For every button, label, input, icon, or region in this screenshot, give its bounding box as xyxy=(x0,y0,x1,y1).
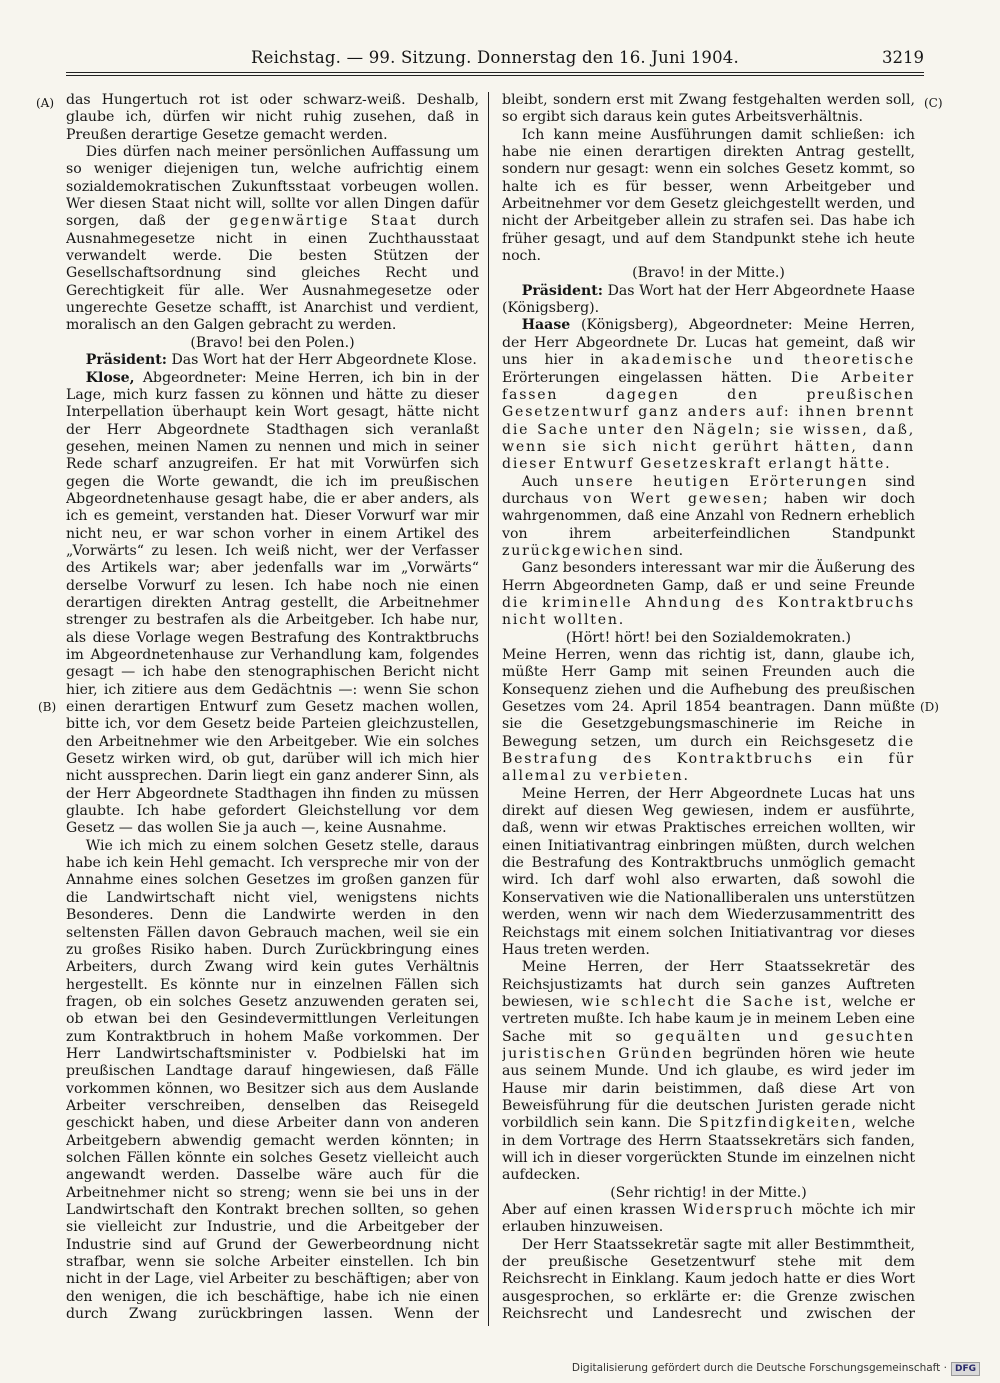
emphasis: unsere heutigen Erörterungen xyxy=(574,473,869,490)
emphasis: die kriminelle Ahndung des Kontraktbruchs nicht wollten. xyxy=(502,594,915,629)
text-run: Das Wort hat der Herr Abgeordnete Klose. xyxy=(171,352,477,369)
text-run: begründen hören wie heute aus seinem Munde. Und ich glaube, es wird jeder im Hause mir darin beistimmen, daß diese Art von Beweisführung für die deutschen Juristen gerade nicht vorbildlich sein kann. Die xyxy=(502,1045,915,1132)
paragraph xyxy=(502,959,915,1184)
speaker-name: Klose, xyxy=(85,369,135,386)
emphasis: die Bestrafung des Kontraktbruchs ein für allemal zu verbieten. xyxy=(502,733,915,785)
speaker-name: Präsident: xyxy=(85,352,167,369)
text-run: sind durchaus xyxy=(502,473,915,507)
text-run: Ganz besonders interessant war mir die Äußerung des Herrn Abgeordneten Gamp, daß er und seine Freunde xyxy=(502,560,915,594)
paragraph: das Hungertuch rot ist oder schwarz-weiß. Deshalb, glaube ich, dürfen wir nicht ruhig zusehen, daß in Preußen derartige Gesetze gemacht werden. xyxy=(66,92,479,143)
speaker-name: Präsident: xyxy=(521,282,603,299)
text-run: Auch xyxy=(521,473,558,490)
text-run: Das Wort hat der Herr Abgeordnete Haase (Königsberg). xyxy=(502,282,915,317)
margin-marker-a: (A) xyxy=(36,96,55,110)
text-run: welche er vertreten mußte. Ich habe kaum je in meinem Leben eine Sache mit so xyxy=(502,993,915,1045)
text-run: Meine Herren, wenn das richtig ist, dann, glaube ich, müßte Herr Gamp mit seinen Freunden auch die Konsequenz ziehen und die Aufhebung des preußischen Gesetzes vom 24. April 1854 beantragen. Dann müßte sie die Gesetzgebungsmaschinerie im Reiche in Bewegung setzen, um durch ein Reichsgesetz xyxy=(502,647,915,750)
emphasis: akademische und theoretische xyxy=(620,352,915,369)
right-column xyxy=(502,92,915,1322)
dfg-logo: DFG xyxy=(951,1362,980,1376)
emphasis: Spitzfindigkeiten, xyxy=(698,1115,858,1132)
margin-marker-b: (B) xyxy=(38,700,57,714)
paragraph xyxy=(502,647,915,786)
emphasis: von Wert gewesen; xyxy=(583,490,770,507)
column-divider xyxy=(488,92,489,1326)
header-rule-bottom xyxy=(66,75,924,76)
paragraph xyxy=(66,144,479,335)
footer-text: Digitalisierung gefördert durch die Deutsche Forschungsgemeinschaft · xyxy=(571,1362,947,1374)
speaker-paragraph xyxy=(66,370,479,838)
page-number: 3219 xyxy=(882,48,924,67)
emphasis: Die Arbeiter fassen dagegen den preußischen Gesetzentwurf ganz anders auf: ihnen brennt die Sache unter den Nägeln; sie wissen, daß, wenn sie sich nicht gerührt hätten, dann dieser Entwurf Gesetzeskraft erlangt hätte. xyxy=(502,369,915,473)
left-column xyxy=(66,92,479,1322)
text-run: Erörterungen eingelassen hätten. xyxy=(502,369,773,386)
text-run: durch Ausnahmegesetze nicht in einen Zuchthausstaat verwandelt werde. Die besten Stützen der Gesellschaftsordnung sind gleiches Recht und Gerechtigkeit für alle. Wer Ausnahmegesetze oder ungerechte Gesetze schafft, ist Anarchist und verdient, moralisch an den Galgen gebracht zu werden. xyxy=(66,213,479,334)
text-run: sind. xyxy=(648,542,684,559)
margin-marker-c: (C) xyxy=(924,96,943,110)
running-header xyxy=(66,48,924,70)
paragraph: Meine Herren, der Herr Abgeordnete Lucas hat uns direkt auf diesen Weg gewiesen, indem er ausführte, daß, wenn wir etwas Praktisches erreichen wollten, wir einen Initiativantrag einbringen müßten, durch welchen die Bestrafung des Kontraktbruchs unmöglich gemacht wird. Ich darf wohl also erwarten, daß sowohl die Konservativen wie die Nationalliberalen uns unterstützen werden, wenn wir nach dem Wiederzusammentritt des Reichstags mit einem solchen Initiativantrag vor dieses Haus treten werden. xyxy=(502,785,915,958)
remark: (Bravo! bei den Polen.) xyxy=(190,334,355,351)
text-run: möchte ich mir erlauben hinzuweisen. xyxy=(502,1202,915,1236)
paragraph xyxy=(502,474,915,561)
speaker-paragraph xyxy=(502,317,915,473)
text-run: Aber auf einen krassen xyxy=(502,1202,676,1218)
header-rule-top xyxy=(66,72,924,73)
paragraph: Der Herr Staatssekretär sagte mit aller Bestimmtheit, der preußische Gesetzentwurf stehe mit dem Reichsrecht in Einklang. Kaum jedoch hatte er dies Wort ausgesprochen, so erklärte er: die Grenze zwischen Reichsrecht und Landesrecht und zwischen der xyxy=(502,1236,915,1322)
text-run: Abgeordneter: Meine Herren, ich bin in der Lage, mich kurz fassen zu können und hätte zu dieser Interpellation überhaupt kein Wort gesagt, hätte nicht der Herr Abgeordnete Stadthagen sich veranlaßt gesehen, meinen Namen zu nennen und mich in seiner Rede scharf anzugreifen. Er hat mit Vorwürfen sich gegen die Worte gewandt, die ich im preußischen Abgeordnetenhause gesagt habe, die er aber anders, als ich es gemeint, verstanden hat. Dieser Vorwurf war mir nicht neu, er war schon vorher in einem Artikel des „Vorwärts“ zu lesen. Ich weiß nicht, wer der Verfasser des Artikels war; aber jedenfalls war im „Vorwärts“ derselbe Vorwurf zu lesen. Ich habe noch nie einen derartigen direkten Antrag gestellt, die Arbeitnehmer strenger zu bestrafen als die Arbeitgeber. Ich habe nur, als diese Vorlage wegen Bestrafung des Kontraktbruchs im Abgeordnetenhause zur Verhandlung kam, folgendes gesagt — ich habe den stenographischen Bericht nicht hier, ich zitiere aus dem Gedächtnis —: wenn Sie schon einen derartigen Entwurf zum Gesetz machen wollen, bitte ich, vor dem Gesetz beide Parteien gleichzustellen, den Arbeitnehmer wie den Arbeitgeber. Wie ein solches Gesetz wirken wird, ob gut, darüber will ich mich hier nicht aussprechen. Darin liegt ein ganz anderer Sinn, als der Herr Abgeordnete Stadthagen ihn finden zu müssen glaubte. Ich habe gefordert Gleichstellung vor dem Gesetz — das wollen Sie ja auch —, keine Ausnahme. xyxy=(66,369,479,837)
text-run: welche in dem Vortrage des Herrn Staatssekretärs sich fanden, will ich in dieser vorgerückten Stunde im einzelnen nicht aufdecken. xyxy=(502,1115,915,1184)
remark: (Bravo! in der Mitte.) xyxy=(632,265,785,282)
paragraph: Wie ich mich zu einem solchen Gesetz stelle, daraus habe ich kein Hehl gemacht. Ich verspreche mir von der Annahme eines solchen Gesetzes im großen ganzen für die Landwirtschaft nicht viel, wenigstens nichts Besonderes. Denn die Landwirte werden in den seltensten Fällen davon Gebrauch machen, weil sie ein zu großes Risiko haben. Durch Zurückbringung eines Arbeiters, durch Zwang wird kein gutes Verhältnis hergestellt. Es könnte nur in einzelnen Fällen sich fragen, ob ein solches Gesetz anzuwenden geraten sei, ob etwan bei den Gesindevermittlungen Verleitungen zum Kontraktbruch in hohem Maße vorkommen. Der Herr Landwirtschaftsminister v. Podbielski hat im preußischen Landtage darauf hingewiesen, daß Fälle vorkommen können, wo Besitzer sich aus dem Auslande Arbeiter verschreiben, denselben das Reisegeld geschickt haben, und diese Arbeiter dann von anderen Arbeitgebern abwendig gemacht werden könnten; in solchen Fällen könnte ein solches Gesetz vielleicht auch angewandt werden. Dasselbe wäre auch für die Arbeitnehmer nicht so streng; wenn sie bei uns in der Landwirtschaft den Kontrakt brechen sollten, so gehen sie vielleicht zur Industrie, und die Arbeitgeber der Industrie sind auf Grund der Gewerbeordnung nicht strafbar, wenn sie solche Arbeiter einstellen. Ich bin nicht in der Lage, viel Arbeiter zu beschäftigen; aber von den wenigen, die ich beschäftige, habe ich nie einen durch Zwang zurückbringen lassen. Wenn der xyxy=(66,837,479,1322)
paragraph: bleibt, sondern erst mit Zwang festgehalten werden soll, so ergibt sich daraus kein gutes Arbeitsverhältnis. xyxy=(502,92,915,126)
paragraph xyxy=(502,560,915,629)
emphasis: gegenwärtige Staat xyxy=(229,213,418,230)
speaker-paragraph xyxy=(66,352,479,369)
emphasis: zurückgewichen xyxy=(502,542,645,559)
remark: (Hört! hört! bei den Sozialdemokraten.) xyxy=(565,629,852,646)
paragraph: Ich kann meine Ausführungen damit schließen: ich habe nie einen derartigen direkten Antrag gestellt, sondern nur gesagt: wenn ein solches Gesetz kommt, so halte ich es für besser, wenn Arbeitgeber und Arbeitnehmer vor dem Gesetz gleichgestellt werden, und nicht der Arbeitgeber allein zu strafen sei. Das habe ich früher gesagt, und auf dem Standpunkt stehe ich heute noch. xyxy=(502,126,915,265)
text-run: Dies dürfen nach meiner persönlichen Auffassung um so weniger diejenigen tun, welche aufrichtig einem sozialdemokratischen Zukunftsstaat vorbeugen wollen. Wer diesen Staat nicht will, sollte vor allen Dingen dafür sorgen, daß der xyxy=(66,144,479,230)
digitization-footer xyxy=(572,1362,980,1376)
text-run: (Königsberg), Abgeordneter: Meine Herren, der Herr Abgeordnete Dr. Lucas hat gemeint, daß wir uns hier in xyxy=(502,317,915,369)
emphasis: wie schlecht die Sache ist, xyxy=(581,993,834,1010)
text-run: haben wir doch wahrgenommen, daß eine Anzahl von Rednern erheblich von ihrem arbeiterfeindlichen Standpunkt xyxy=(502,490,915,542)
speaker-paragraph xyxy=(502,283,915,318)
emphasis: Widerspruch xyxy=(682,1202,795,1218)
paragraph xyxy=(502,1202,915,1237)
header-title: Reichstag. — 99. Sitzung. Donnerstag den 16. Juni 1904. xyxy=(251,48,739,67)
speaker-name: Haase xyxy=(521,317,571,334)
emphasis: gequälten und gesuchten juristischen Gründen xyxy=(502,1028,915,1062)
margin-marker-d: (D) xyxy=(920,700,939,714)
remark: (Sehr richtig! in der Mitte.) xyxy=(610,1184,807,1201)
text-run: Meine Herren, der Herr Staatssekretär des Reichsjustizamts hat durch sein ganzes Auftreten bewiesen, xyxy=(502,959,915,1010)
